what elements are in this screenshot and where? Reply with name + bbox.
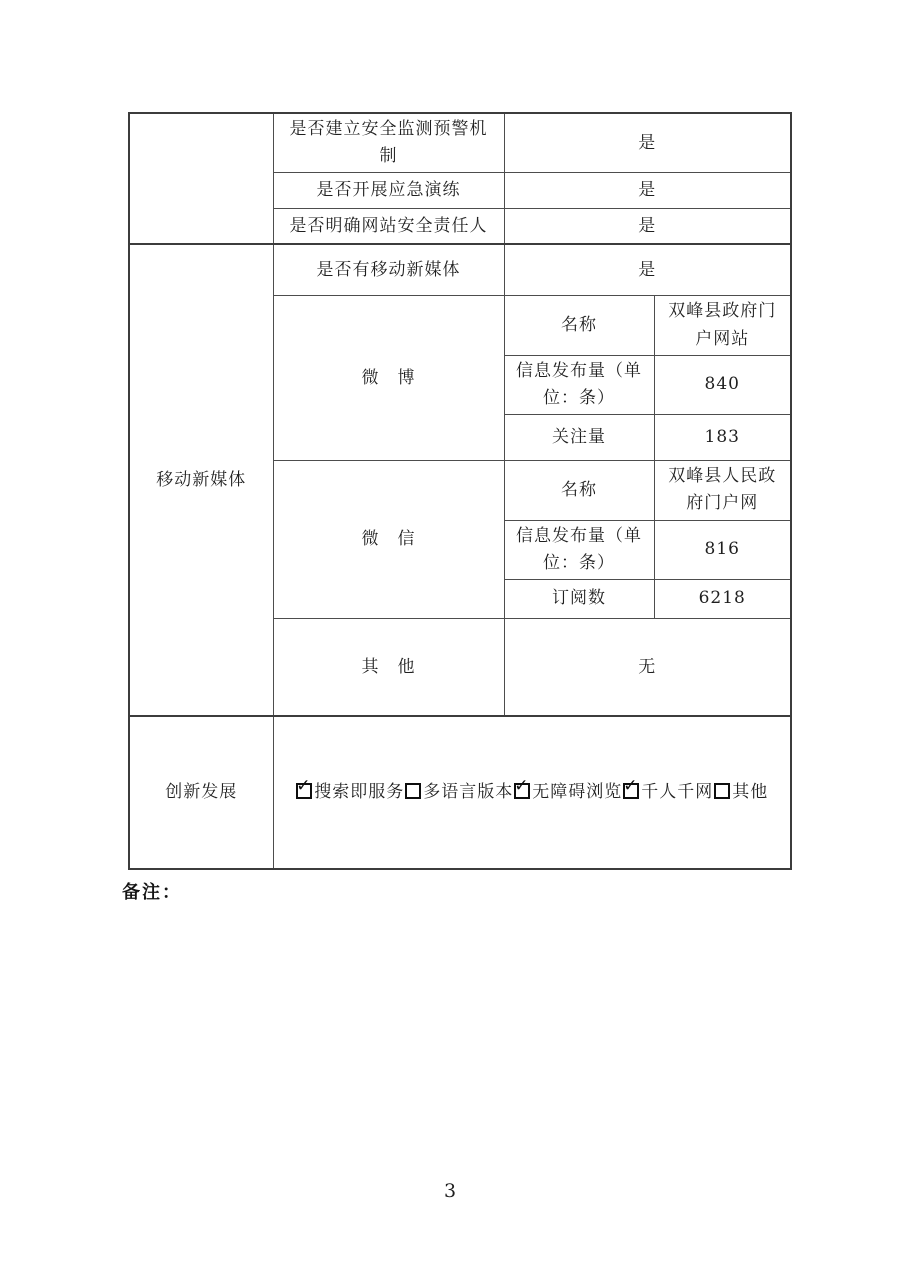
security-monitor-value: 是 xyxy=(504,113,791,173)
security-monitor-label: 是否建立安全监测预警机制 xyxy=(273,113,504,173)
wechat-subscribers-label: 订阅数 xyxy=(504,579,654,618)
checkbox-label-accessibility: 无障碍浏览 xyxy=(532,782,623,803)
checkbox-multilingual[interactable] xyxy=(405,783,421,799)
security-officer-value: 是 xyxy=(504,209,791,244)
has-mobile-media-label: 是否有移动新媒体 xyxy=(273,244,504,296)
innovation-options-row xyxy=(284,776,781,806)
checkbox-accessibility[interactable] xyxy=(514,776,530,799)
checkbox-search-as-service[interactable] xyxy=(296,776,312,799)
weibo-name-value: 双峰县政府门户网站 xyxy=(654,296,791,355)
weibo-label: 微 博 xyxy=(273,296,504,461)
checkbox-qianren-qianwang[interactable] xyxy=(623,776,639,799)
check-icon: ✓ xyxy=(296,776,312,797)
report-table xyxy=(128,112,792,870)
page-number: 3 xyxy=(443,1180,457,1202)
category-cell-empty xyxy=(129,113,273,244)
checkbox-label-search-as-service: 搜索即服务 xyxy=(314,782,405,803)
weibo-name-label: 名称 xyxy=(504,296,654,355)
weibo-followers-value: 183 xyxy=(654,415,791,461)
checkbox-label-multilingual: 多语言版本 xyxy=(423,782,514,803)
weibo-posts-label: 信息发布量（单位：条） xyxy=(504,355,654,414)
table-row xyxy=(129,716,791,869)
notes-label: 备注： xyxy=(122,882,182,903)
wechat-label: 微 信 xyxy=(273,461,504,619)
security-officer-label: 是否明确网站安全责任人 xyxy=(273,209,504,244)
table-row xyxy=(129,244,791,296)
other-media-value: 无 xyxy=(504,618,791,716)
weibo-followers-label: 关注量 xyxy=(504,415,654,461)
has-mobile-media-value: 是 xyxy=(504,244,791,296)
weibo-posts-value: 840 xyxy=(654,355,791,414)
checkbox-label-qianren-qianwang: 千人千网 xyxy=(641,782,714,803)
wechat-subscribers-value: 6218 xyxy=(654,579,791,618)
checkbox-other[interactable] xyxy=(714,783,730,799)
category-cell-innovation: 创新发展 xyxy=(129,716,273,869)
other-media-label: 其 他 xyxy=(273,618,504,716)
table-row xyxy=(129,113,791,173)
innovation-options-cell xyxy=(273,716,791,869)
wechat-posts-value: 816 xyxy=(654,520,791,579)
wechat-posts-label: 信息发布量（单位：条） xyxy=(504,520,654,579)
wechat-name-value: 双峰县人民政府门户网 xyxy=(654,461,791,520)
wechat-name-label: 名称 xyxy=(504,461,654,520)
checkbox-label-other: 其他 xyxy=(732,782,769,803)
check-icon: ✓ xyxy=(623,776,639,797)
category-cell-mobile-media: 移动新媒体 xyxy=(129,244,273,717)
emergency-drill-value: 是 xyxy=(504,173,791,209)
check-icon: ✓ xyxy=(514,776,530,797)
emergency-drill-label: 是否开展应急演练 xyxy=(273,173,504,209)
